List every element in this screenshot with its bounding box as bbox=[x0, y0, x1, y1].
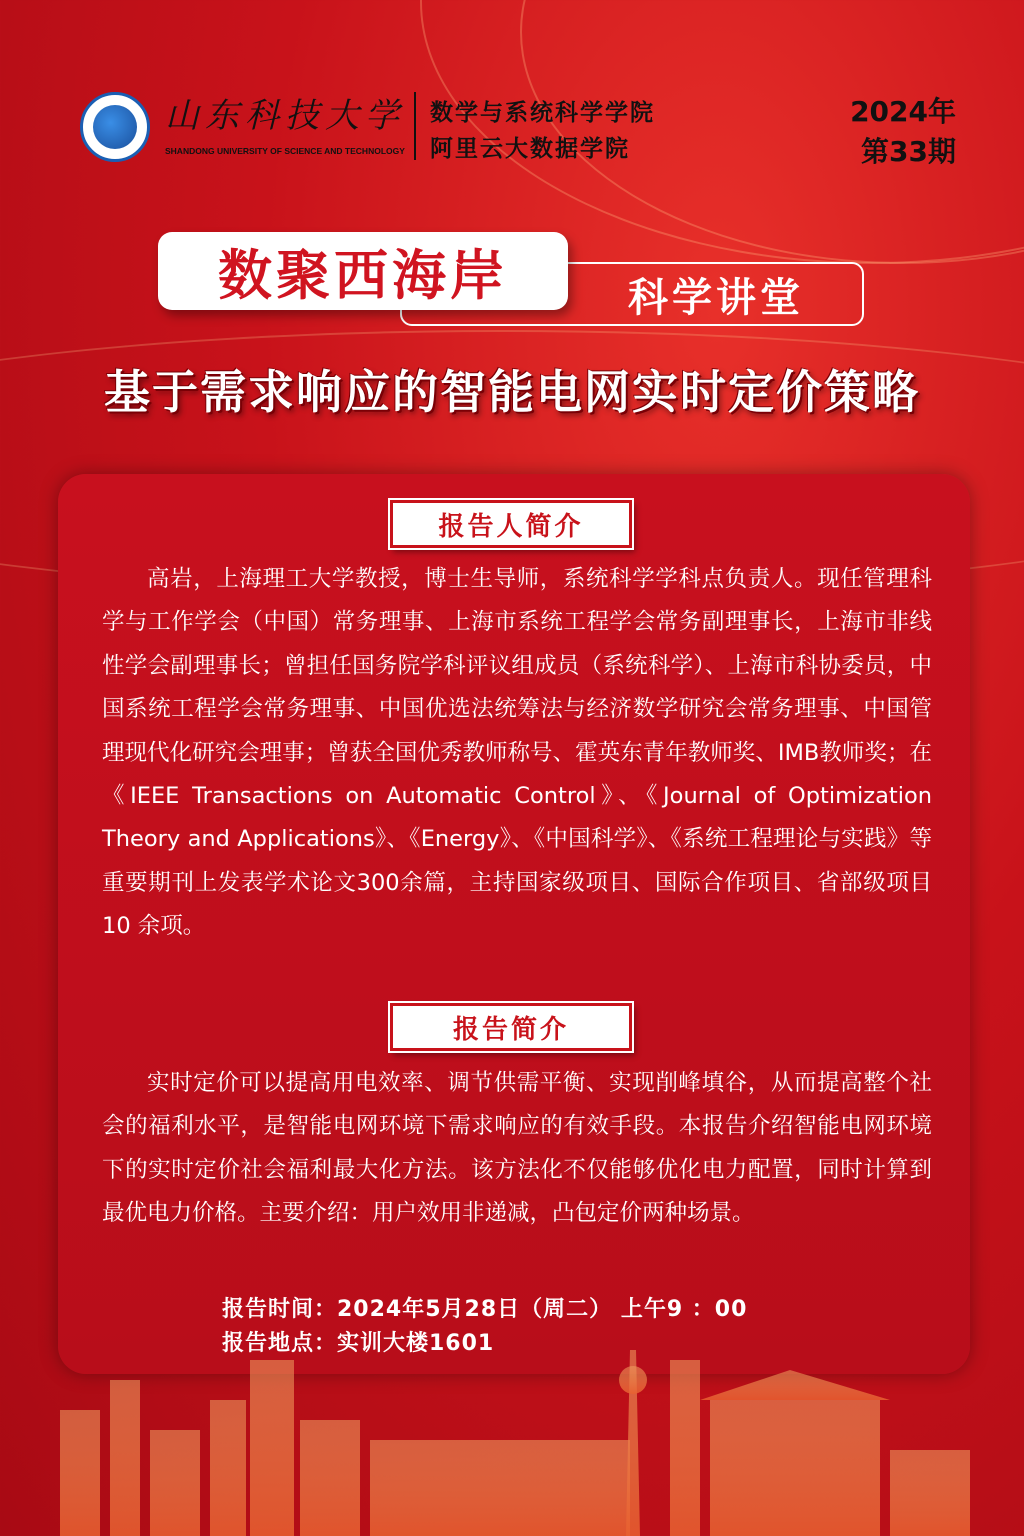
series-banner: 数聚西海岸 bbox=[158, 232, 568, 310]
university-name-cn: 山东科技大学 bbox=[165, 96, 405, 136]
lecture-title: 基于需求响应的智能电网实时定价策略 bbox=[104, 365, 920, 419]
header bbox=[0, 0, 1024, 200]
school-name-1: 数学与系统科学学院 bbox=[430, 100, 655, 126]
speaker-bio: 高岩，上海理工大学教授，博士生导师，系统科学学科点负责人。现任管理科学与工作学会（中国）常务理事、上海市系统工程学会常务副理事长，上海市非线性学会副理事长；曾担任国务院学科评议组成员（系统科学）、上海市科协委员，中国系统工程学会常务理事、中国优选法统筹法与经济数学研究会常务理事、中国管理现代化研究会理事；曾获全国优秀教师称号、霍英东青年教师奖、IMB教师奖；在《IEEE Transactions on Automatic Control》、《Journal of Optimization Theory and Applications》、《Energy》、《中国科学》、《系统工程理论与实践》等重要期刊上发表学术论文300余篇，主持国家级项目、国际合作项目、省部级项目10 余项。 bbox=[102, 566, 932, 940]
report-place: 报告地点：实训大楼1601 bbox=[222, 1331, 495, 1356]
university-name-en: SHANDONG UNIVERSITY OF SCIENCE AND TECHNOLOGY bbox=[165, 146, 405, 156]
header-divider bbox=[414, 92, 416, 160]
city-skyline-decoration bbox=[0, 1340, 1024, 1536]
issue-label: 第33期 bbox=[861, 135, 956, 168]
school-name-2: 阿里云大数据学院 bbox=[430, 136, 630, 162]
speaker-section-heading: 报告人简介 bbox=[390, 500, 632, 548]
university-logo bbox=[80, 92, 150, 162]
series-subtitle: 科学讲堂 bbox=[628, 274, 804, 321]
report-time: 报告时间：2024年5月28日（周二） 上午9 ：00 bbox=[222, 1297, 748, 1322]
logo-emblem-icon bbox=[93, 105, 137, 149]
report-abstract: 实时定价可以提高用电效率、调节供需平衡、实现削峰填谷，从而提高整个社会的福利水平，是智能电网环境下需求响应的有效手段。本报告介绍智能电网环境下的实时定价社会福利最大化方法。该方法化不仅能够优化电力配置，同时计算到最优电力价格。主要介绍：用户效用非递减，凸包定价两种场景。 bbox=[102, 1070, 932, 1227]
year-label: 2024年 bbox=[850, 95, 956, 128]
report-section-heading: 报告简介 bbox=[390, 1003, 632, 1051]
